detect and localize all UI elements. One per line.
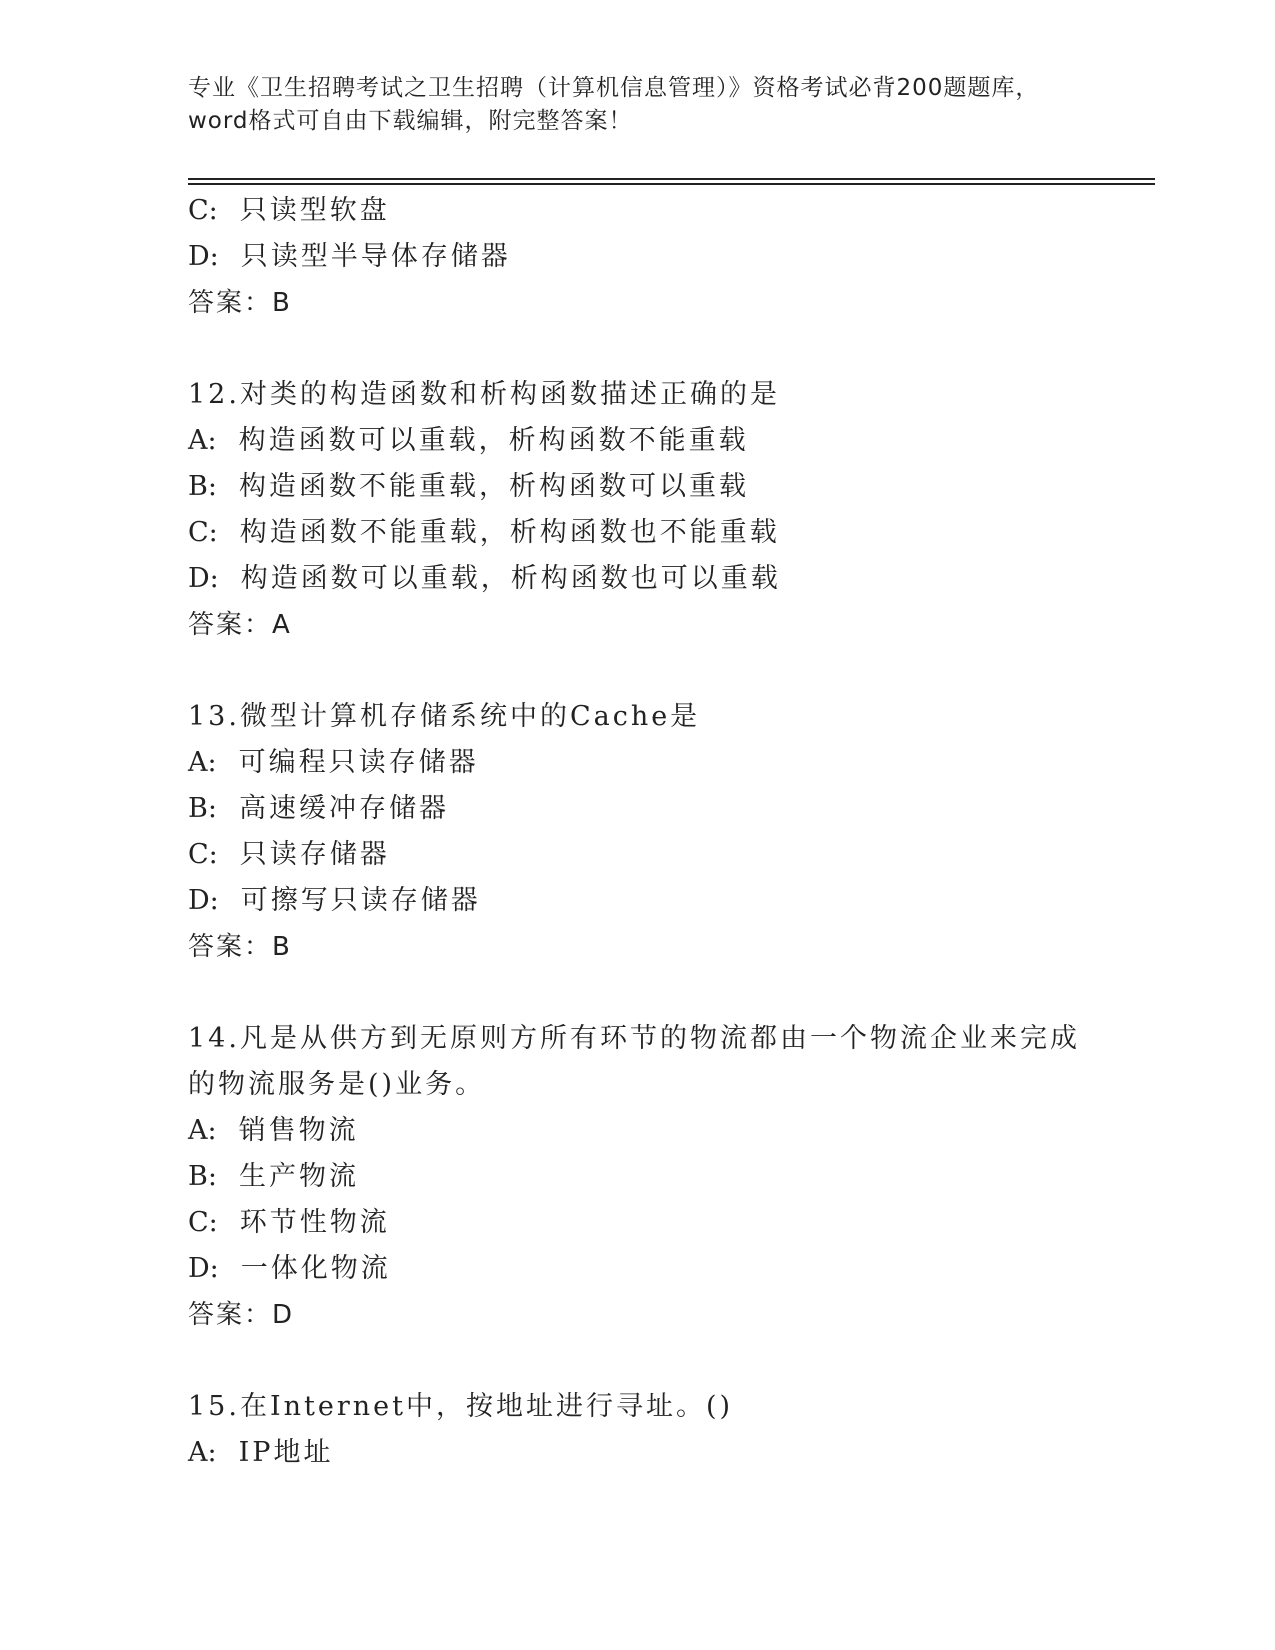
option-d: D: 可擦写只读存储器 <box>188 885 481 916</box>
question-stem: 15.在Internet中，按地址进行寻址。() <box>188 1391 734 1422</box>
header-subtitle-line: word格式可自由下载编辑，附完整答案！ <box>188 108 633 134</box>
spacer <box>188 1338 1148 1384</box>
question-15 <box>188 1384 1148 1476</box>
header-title-line: 专业《卫生招聘考试之卫生招聘（计算机信息管理）》资格考试必背200题题库， <box>188 75 1040 101</box>
question-list <box>188 188 1148 1476</box>
option-c: C: 构造函数不能重载，析构函数也不能重载 <box>188 517 780 548</box>
option-d: D: 一体化物流 <box>188 1253 391 1284</box>
option-b: B: 生产物流 <box>188 1161 359 1192</box>
option-c: C: 环节性物流 <box>188 1207 390 1238</box>
question-stem: 12.对类的构造函数和析构函数描述正确的是 <box>188 379 780 410</box>
question-13 <box>188 694 1148 970</box>
answer-line: 答案：D <box>188 1300 295 1330</box>
question-stem: 14.凡是从供方到无原则方所有环节的物流都由一个物流企业来完成的物流服务是()业务。 <box>188 1023 1080 1100</box>
option-a: A: 销售物流 <box>188 1115 359 1146</box>
header-divider-top <box>188 178 1155 180</box>
answer-line: 答案：B <box>188 288 292 318</box>
spacer <box>188 648 1148 694</box>
option-d: D: 只读型半导体存储器 <box>188 241 511 272</box>
option-b: B: 高速缓冲存储器 <box>188 793 449 824</box>
option-a: A: IP地址 <box>188 1437 334 1468</box>
option-d: D: 构造函数可以重载，析构函数也可以重载 <box>188 563 781 594</box>
header-divider-bottom <box>188 183 1155 185</box>
question-12 <box>188 372 1148 648</box>
question-fragment <box>188 188 1148 326</box>
answer-line: 答案：B <box>188 932 292 962</box>
question-14 <box>188 1016 1148 1338</box>
option-a: A: 构造函数可以重载，析构函数不能重载 <box>188 425 749 456</box>
option-b: B: 构造函数不能重载，析构函数可以重载 <box>188 471 749 502</box>
spacer <box>188 970 1148 1016</box>
document-header <box>188 72 1088 138</box>
question-stem: 13.微型计算机存储系统中的Cache是 <box>188 701 701 732</box>
answer-line: 答案：A <box>188 610 292 640</box>
option-a: A: 可编程只读存储器 <box>188 747 479 778</box>
option-c: C: 只读型软盘 <box>188 195 390 226</box>
option-c: C: 只读存储器 <box>188 839 390 870</box>
spacer <box>188 326 1148 372</box>
